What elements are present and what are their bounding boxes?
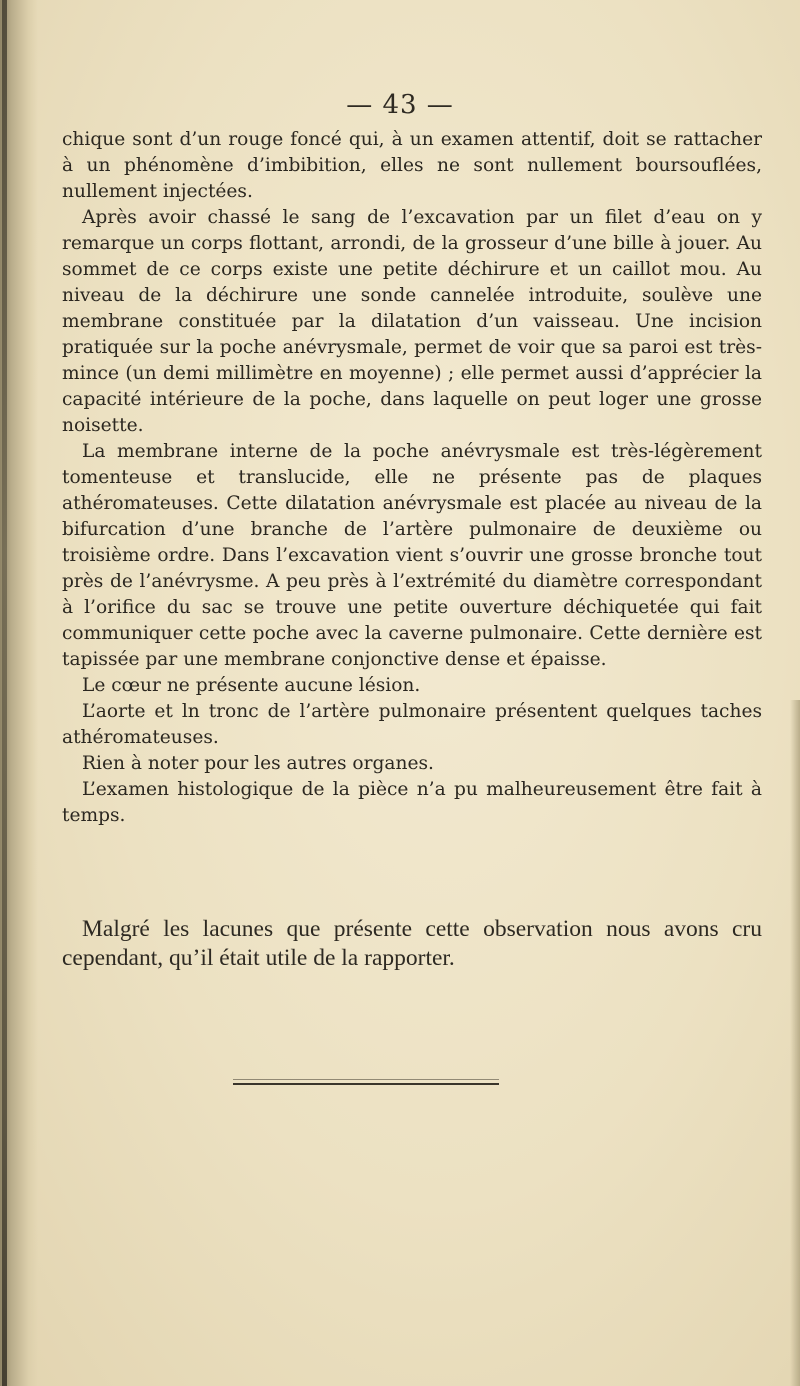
end-rule	[233, 1083, 499, 1085]
paragraph: La membrane interne de la poche anévrysmale est très-légèrement tomenteuse et translucide, elle ne présente pas de plaques athéromateuses. Cette dilatation anévrysmale est placée au niveau de la bifurcation d’une branche de l’artère pulmonaire de deuxième ou troisième ordre. Dans l’excavation vient s’ouvrir une grosse bronche tout près de l’anévrysme. A peu près à l’extrémité du diamètre correspondant à l’orifice du sac se trouve une petite ouverture déchiquetée qui fait communiquer cette poche avec la caverne pulmonaire. Cette dernière est tapissée par une membrane conjonctive dense et épaisse.	[62, 441, 762, 670]
paragraph: Rien à noter pour les autres organes.	[82, 753, 434, 774]
paragraph: L’examen histologique de la pièce n’a pu malheureusement être fait à temps.	[62, 779, 762, 826]
paragraph: Le cœur ne présente aucune lésion.	[82, 675, 421, 696]
page-edge-shadow	[790, 700, 800, 1386]
closing-paragraph: Malgré les lacunes que présente cette observation nous avons cru cependant, qu’il était utile de la rapporter.	[62, 916, 762, 971]
paragraph: chique sont d’un rouge foncé qui, à un examen attentif, doit se rattacher à un phénomène d’imbibition, elles ne sont nullement boursouflées, nullement injectées.	[62, 129, 762, 202]
paragraph: Après avoir chassé le sang de l’excavation par un filet d’eau on y remarque un corps flottant, arrondi, de la grosseur d’une bille à jouer. Au sommet de ce corps existe une petite déchirure et un caillot mou. Au niveau de la déchirure une sonde cannelée introduite, soulève une membrane constituée par la dilatation d’un vaisseau. Une incision pratiquée sur la poche anévrysmale, permet de voir que sa paroi est très-mince (un demi millimètre en moyenne) ; elle permet aussi d’apprécier la capacité intérieure de la poche, dans laquelle on peut loger une grosse noisette.	[62, 207, 762, 436]
binding-edge	[2, 0, 7, 1386]
paragraph: L’aorte et ln tronc de l’artère pulmonaire présentent quelques taches athéromateuses.	[62, 701, 762, 748]
body-text	[62, 127, 762, 829]
end-rule-thin	[233, 1079, 499, 1080]
page-number: — 43 —	[346, 90, 454, 120]
